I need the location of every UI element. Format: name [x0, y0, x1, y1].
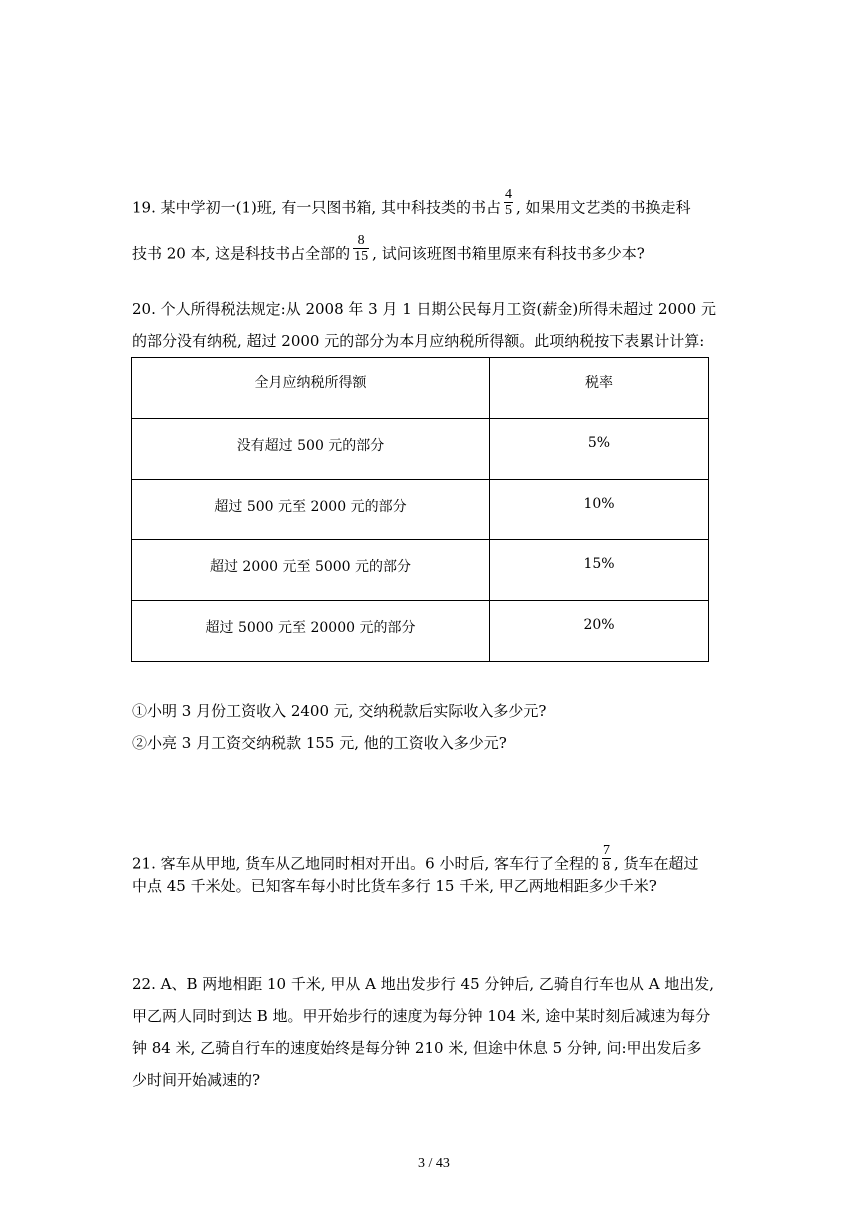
- q19-fraction-2-numerator: 8: [353, 233, 369, 249]
- table-cell-range: 超过 5000 元至 20000 元的部分: [132, 601, 490, 662]
- q22-line-4: 少时间开始减速的?: [132, 1071, 261, 1089]
- table-cell-rate: 10%: [490, 480, 709, 540]
- q19-fraction-1-denominator: 5: [504, 203, 512, 218]
- table-header-row: [132, 358, 709, 419]
- table-header-rate: 税率: [490, 358, 709, 419]
- q19-text-1a: 19. 某中学初一(1)班, 有一只图书箱, 其中科技类的书占: [132, 198, 501, 217]
- q20-sub-question-1: ①小明 3 月份工资收入 2400 元, 交纳税款后实际收入多少元?: [132, 702, 547, 720]
- q22-line-3: 钟 84 米, 乙骑自行车的速度始终是每分钟 210 米, 但途中休息 5 分钟, 问:甲出发后多: [132, 1039, 702, 1057]
- q19-fraction-1: [504, 187, 513, 218]
- q19-fraction-2: [353, 233, 369, 264]
- q20-line-2: 的部分没有纳税, 超过 2000 元的部分为本月应纳税所得额。此项纳税按下表累计计算:: [132, 332, 705, 350]
- table-cell-rate: 20%: [490, 601, 709, 662]
- q20-line-1: 20. 个人所得税法规定:从 2008 年 3 月 1 日期公民每月工资(薪金)所得未超过 2000 元: [132, 300, 716, 318]
- table-cell-rate: 15%: [490, 540, 709, 601]
- table-row: [132, 480, 709, 540]
- q22-line-1: 22. A、B 两地相距 10 千米, 甲从 A 地出发步行 45 分钟后, 乙骑自行车也从 A 地出发,: [132, 975, 715, 993]
- page-number: 3 / 43: [418, 1156, 450, 1171]
- table-row: [132, 540, 709, 601]
- tax-rate-table: [131, 357, 709, 662]
- q21-fraction: [602, 843, 611, 874]
- table-cell-range: 超过 2000 元至 5000 元的部分: [132, 540, 490, 601]
- q21-text-1b: , 货车在超过: [614, 854, 699, 873]
- table-cell-range: 超过 500 元至 2000 元的部分: [132, 480, 490, 540]
- q20-sub-question-2: ②小亮 3 月工资交纳税款 155 元, 他的工资收入多少元?: [132, 734, 507, 752]
- q19-fraction-2-denominator: 15: [354, 249, 369, 264]
- q19-line-2: [132, 233, 645, 270]
- q21-line-2: 中点 45 千米处。已知客车每小时比货车多行 15 千米, 甲乙两地相距多少千米?: [132, 877, 657, 895]
- q21-fraction-denominator: 8: [603, 859, 611, 874]
- q19-text-2a: 技书 20 本, 这是科技书占全部的: [132, 244, 351, 263]
- q19-text-2b: , 试问该班图书箱里原来有科技书多少本?: [372, 244, 645, 263]
- q19-text-1b: , 如果用文艺类的书换走科: [515, 198, 691, 217]
- q19-fraction-1-numerator: 4: [504, 187, 512, 202]
- table-row: [132, 419, 709, 480]
- q21-text-1a: 21. 客车从甲地, 货车从乙地同时相对开出。6 小时后, 客车行了全程的: [132, 854, 600, 873]
- q19-line-1: [132, 187, 691, 224]
- table-row: [132, 601, 709, 662]
- q22-line-2: 甲乙两人同时到达 B 地。甲开始步行的速度为每分钟 104 米, 途中某时刻后减速为每分: [132, 1007, 711, 1025]
- table-header-income: 全月应纳税所得额: [132, 358, 490, 419]
- q21-fraction-numerator: 7: [603, 843, 611, 858]
- table-cell-rate: 5%: [490, 419, 709, 480]
- table-cell-range: 没有超过 500 元的部分: [132, 419, 490, 480]
